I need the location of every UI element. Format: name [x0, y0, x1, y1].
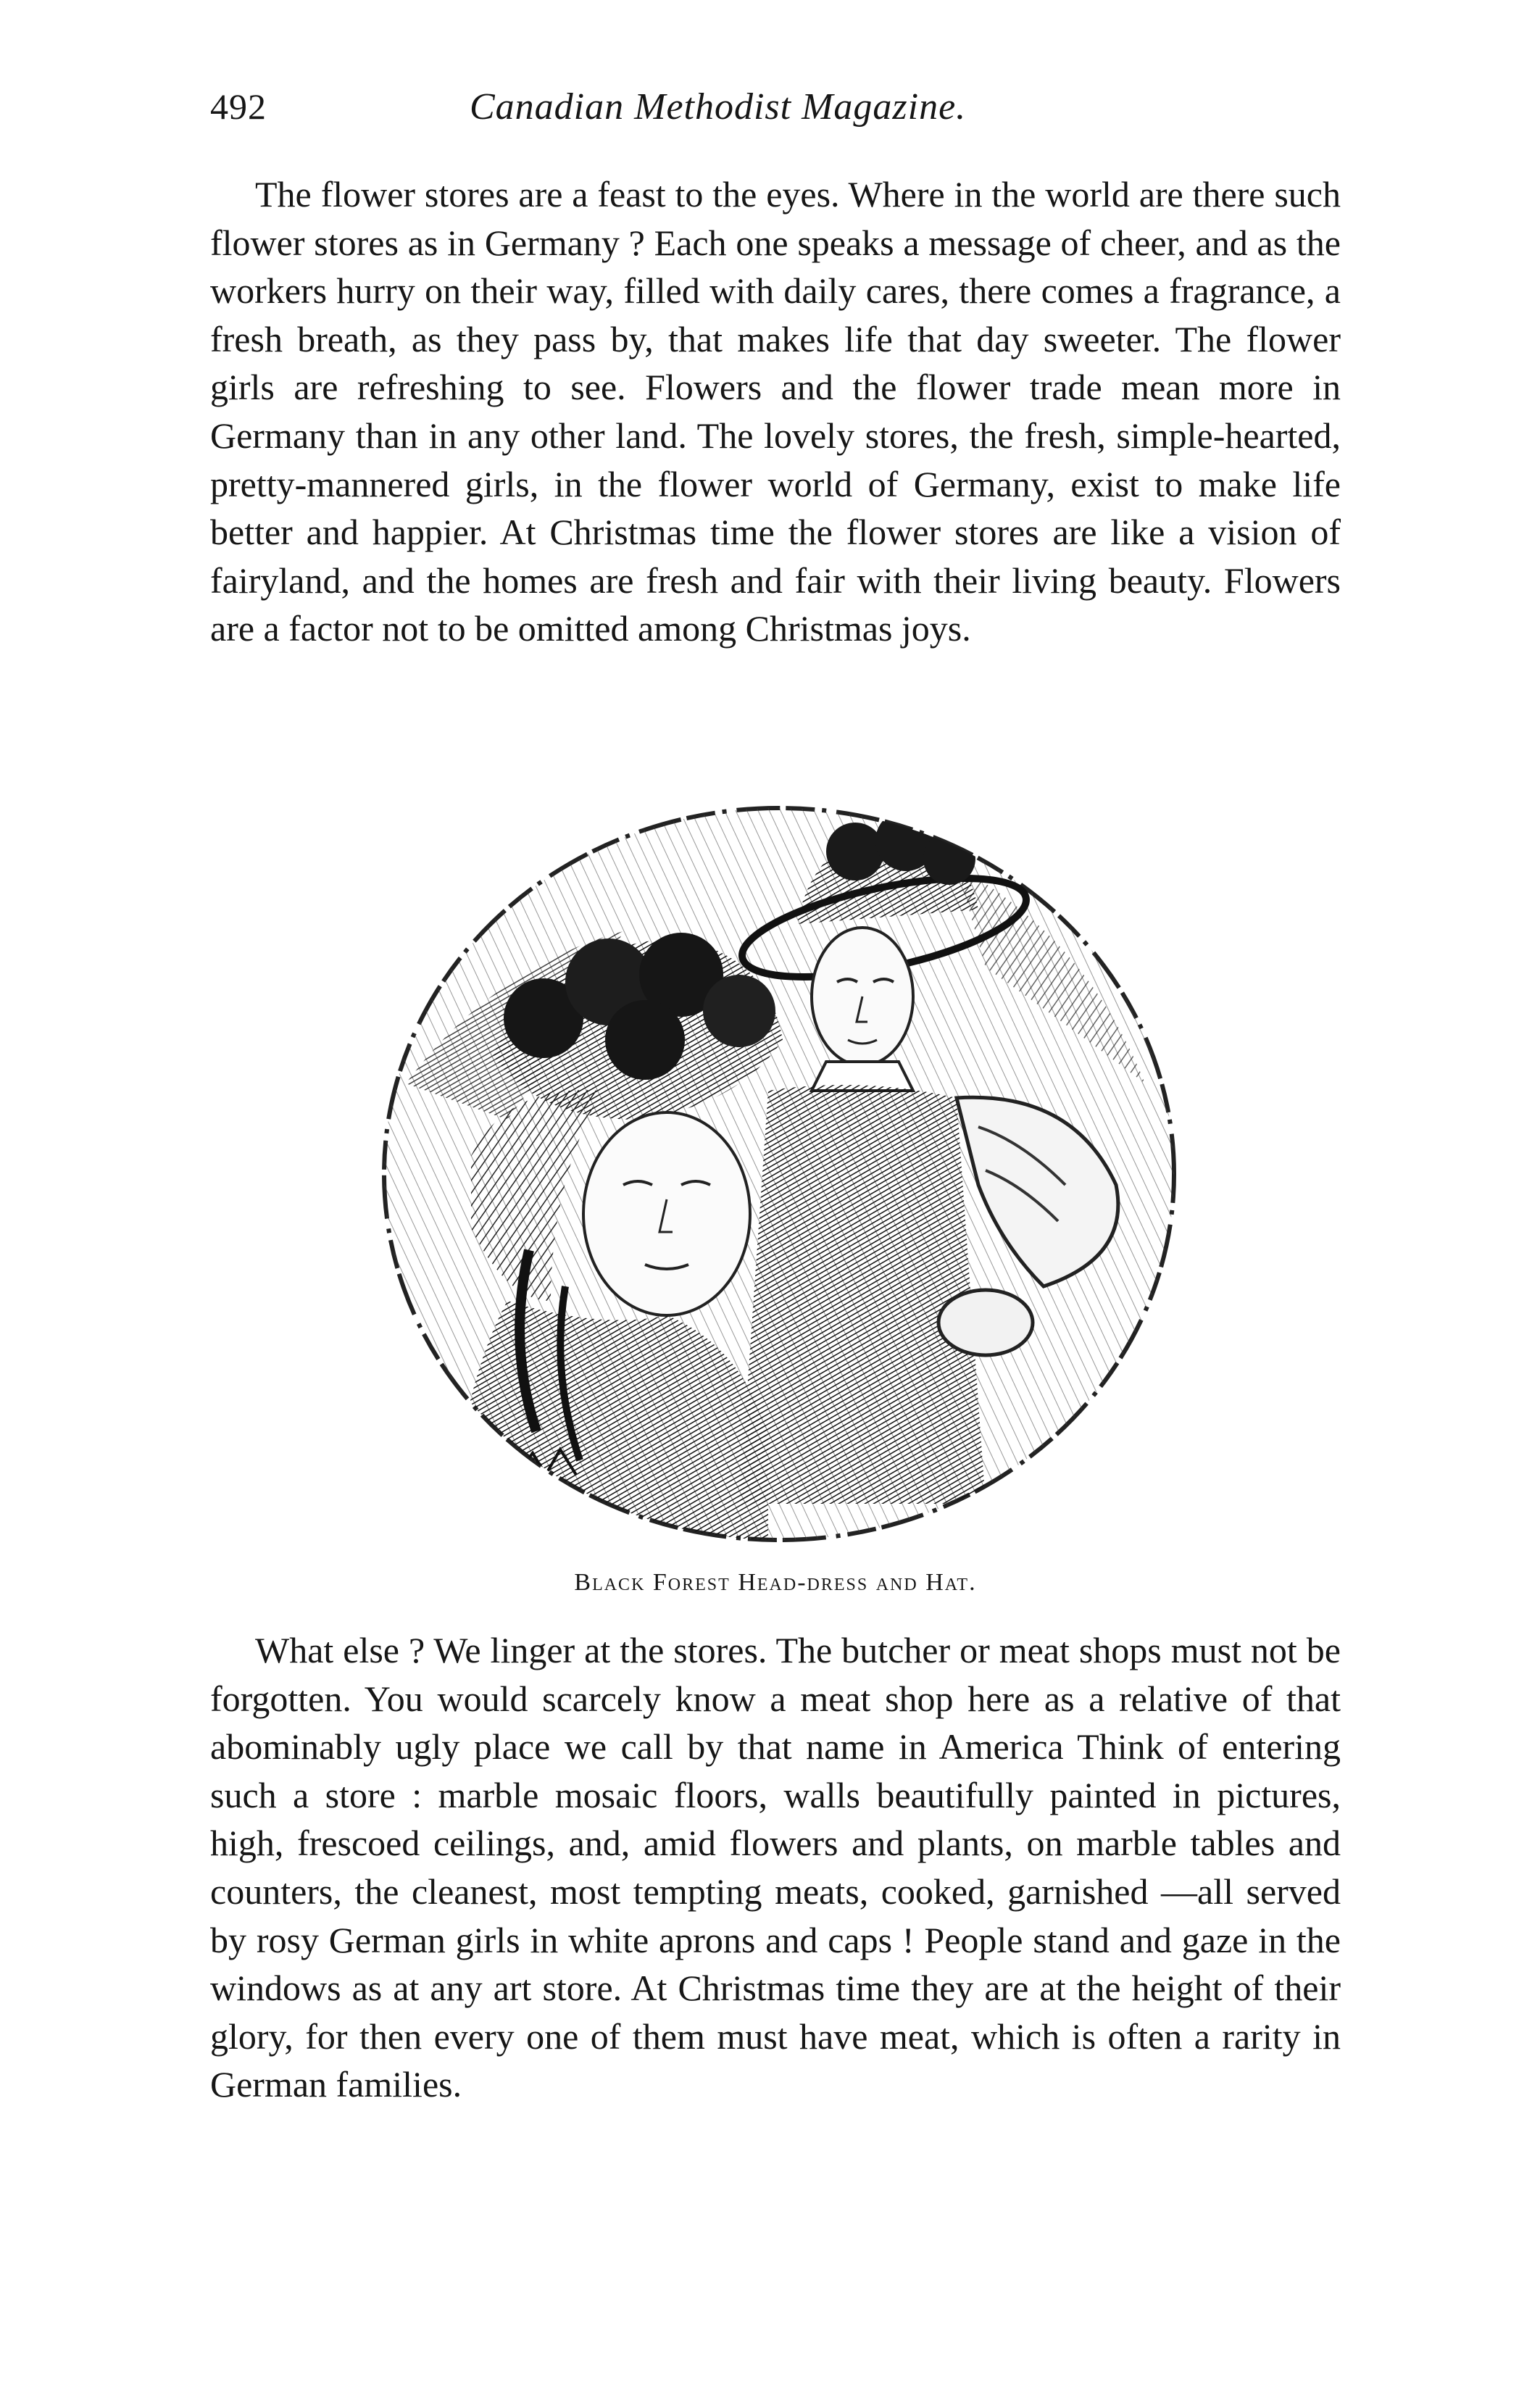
figure-caption: Black Forest Head-dress and Hat. [574, 1569, 977, 1596]
engraving-illustration [362, 779, 1199, 1562]
page-number: 492 [210, 86, 267, 127]
running-head [210, 86, 1341, 143]
running-title: Canadian Methodist Magazine. [470, 86, 967, 128]
paragraph-meat-shops [210, 1626, 1341, 2109]
black-forest-engraving [362, 779, 1199, 1562]
paragraph-text: The flower stores are a feast to the eyes. Where in the world are there such flower stores as in Germany ? Each one speaks a message of cheer, and as the workers hurry on their way, filled with daily cares, there comes a fragrance, a fresh breath, as they pass by, that makes life that day sweeter. The flower girls are refreshing to see. Flowers and the flower trade mean more in Germany than in any other land. The lovely stores, the fresh, simple-hearted, pretty-mannered girls, in the flower world of Germany, exist to make life better and happier. At Christmas time the flower stores are like a vision of fairyland, and the homes are fresh and fair with their living beauty. Flowers are a factor not to be omitted among Christmas joys. [210, 174, 1341, 649]
paragraph-flower-stores [210, 170, 1341, 653]
paragraph-text: What else ? We linger at the stores. The butcher or meat shops must not be forgotten. You would scarcely know a meat shop here as a relative of that abominably ugly place we call by that name in America Think of entering such a store : marble mosaic floors, walls beautifully painted in pictures, high, frescoed ceilings, and, amid flowers and plants, on marble tables and counters, the cleanest, most tempting meats, cooked, garnished —all served by rosy German girls in white aprons and caps ! People stand and gaze in the windows as at any art store. At Christmas time they are at the height of their glory, for then every one of them must have meat, which is often a rarity in German families. [210, 1630, 1341, 2105]
